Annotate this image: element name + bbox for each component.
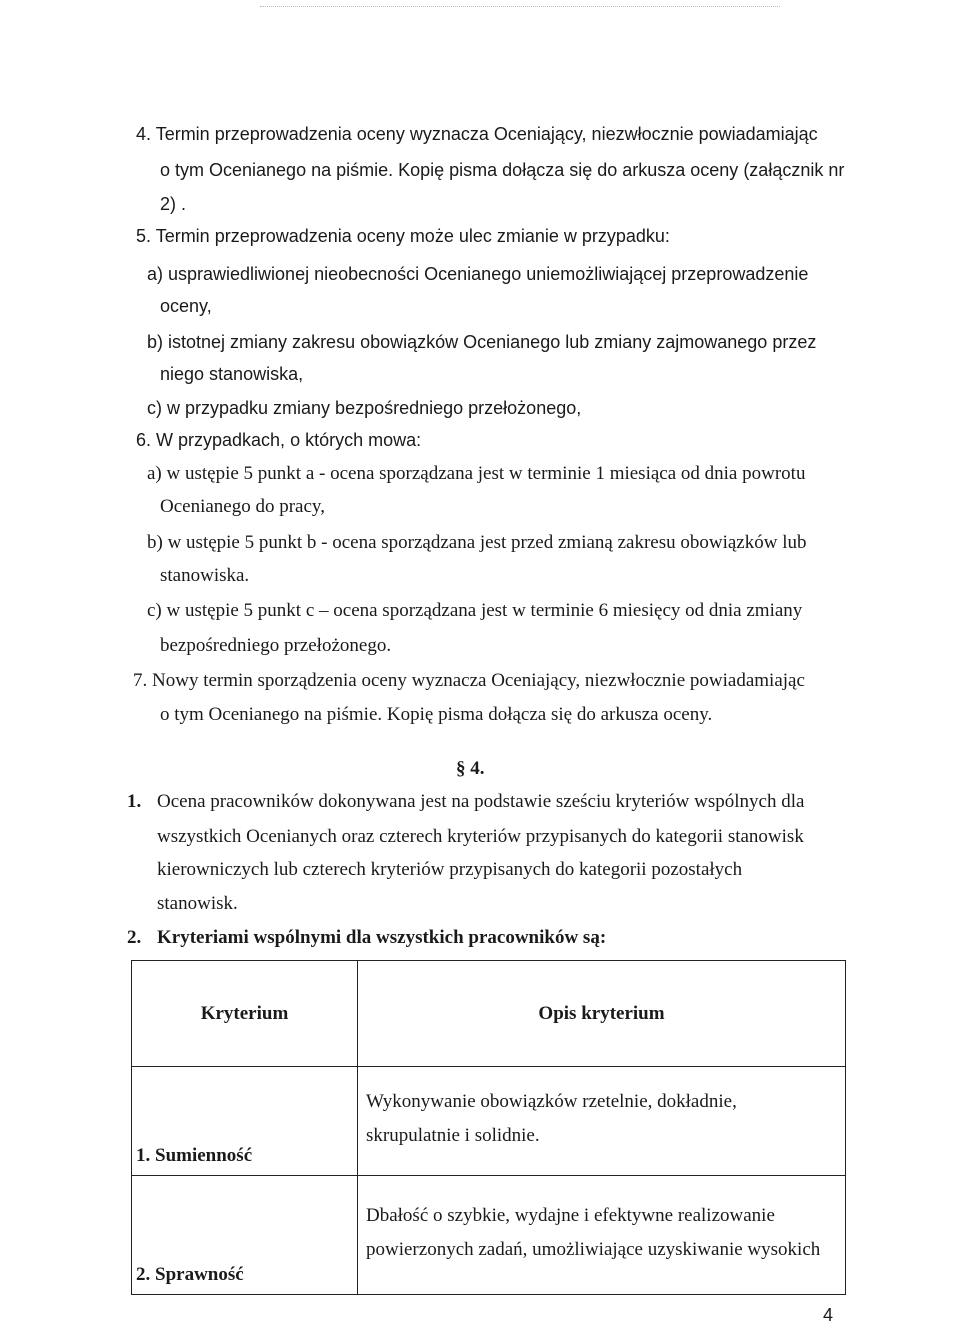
criterion-description <box>358 1176 846 1295</box>
item-6-line-5: stanowiska. <box>160 565 250 586</box>
table-row <box>132 1176 846 1295</box>
item-7-line-2: o tym Ocenianego na piśmie. Kopię pisma dołącza się do arkusza oceny. <box>160 704 713 725</box>
table-header-criterion: Kryterium <box>132 961 358 1067</box>
item-5-line-4: b) istotnej zmiany zakresu obowiązków Ocenianego lub zmiany zajmowanego przez <box>147 332 817 352</box>
item-6-line-6: c) w ustępie 5 punkt c – ocena sporządzana jest w terminie 6 miesięcy od dnia zmiany <box>147 600 803 621</box>
item-4-line-3: 2) . <box>160 194 187 214</box>
item-5-line-6: c) w przypadku zmiany bezpośredniego przełożonego, <box>147 398 582 418</box>
para-1-number: 1. <box>127 791 142 812</box>
table-header-description: Opis kryterium <box>358 961 846 1067</box>
item-6-line-7: bezpośredniego przełożonego. <box>160 635 392 656</box>
item-5-line-5: niego stanowiska, <box>160 364 304 384</box>
criteria-table <box>131 960 846 1295</box>
item-7-line-1: 7. Nowy termin sporządzenia oceny wyznacza Oceniający, niezwłocznie powiadamiając <box>133 670 805 691</box>
scan-artifact <box>260 6 780 9</box>
para-1-line-2: wszystkich Ocenianych oraz czterech kryteriów przypisanych do kategorii stanowisk <box>157 826 804 847</box>
para-2-number: 2. <box>127 927 142 948</box>
criterion-description-line: Wykonywanie obowiązków rzetelnie, dokładnie, <box>366 1091 737 1112</box>
item-5-line-2: a) usprawiedliwionej nieobecności Ocenianego uniemożliwiającej przeprowadzenie <box>147 264 809 284</box>
criterion-name: 1. Sumienność <box>132 1067 358 1176</box>
table-row <box>132 1067 846 1176</box>
criterion-name: 2. Sprawność <box>132 1176 358 1295</box>
item-4-line-2: o tym Ocenianego na piśmie. Kopię pisma dołącza się do arkusza oceny (załącznik nr <box>160 160 845 180</box>
para-1-line-3: kierowniczych lub czterech kryteriów przypisanych do kategorii pozostałych <box>157 859 743 880</box>
item-6-line-1: 6. W przypadkach, o których mowa: <box>136 430 422 450</box>
criterion-description-line: powierzonych zadań, umożliwiające uzyskiwanie wysokich <box>366 1239 821 1260</box>
criterion-description-line: skrupulatnie i solidnie. <box>366 1125 540 1146</box>
para-1-line-1: Ocena pracowników dokonywana jest na podstawie sześciu kryteriów wspólnych dla <box>157 791 805 812</box>
item-4-line-1: 4. Termin przeprowadzenia oceny wyznacza Oceniający, niezwłocznie powiadamiając <box>136 124 818 144</box>
para-1-line-4: stanowisk. <box>157 893 238 914</box>
item-6-line-4: b) w ustępie 5 punkt b - ocena sporządzana jest przed zmianą zakresu obowiązków lub <box>147 532 807 553</box>
table-header-row <box>132 961 846 1067</box>
criterion-description <box>358 1067 846 1176</box>
section-heading: § 4. <box>456 758 485 779</box>
criterion-description-line: Dbałość o szybkie, wydajne i efektywne realizowanie <box>366 1205 775 1226</box>
page-number: 4 <box>823 1305 834 1325</box>
item-5-line-3: oceny, <box>160 296 212 316</box>
item-5-line-1: 5. Termin przeprowadzenia oceny może ulec zmianie w przypadku: <box>136 226 670 246</box>
item-6-line-3: Ocenianego do pracy, <box>160 496 325 517</box>
item-6-line-2: a) w ustępie 5 punkt a - ocena sporządzana jest w terminie 1 miesiąca od dnia powrotu <box>147 463 806 484</box>
para-2-heading: Kryteriami wspólnymi dla wszystkich pracowników są: <box>157 927 607 948</box>
